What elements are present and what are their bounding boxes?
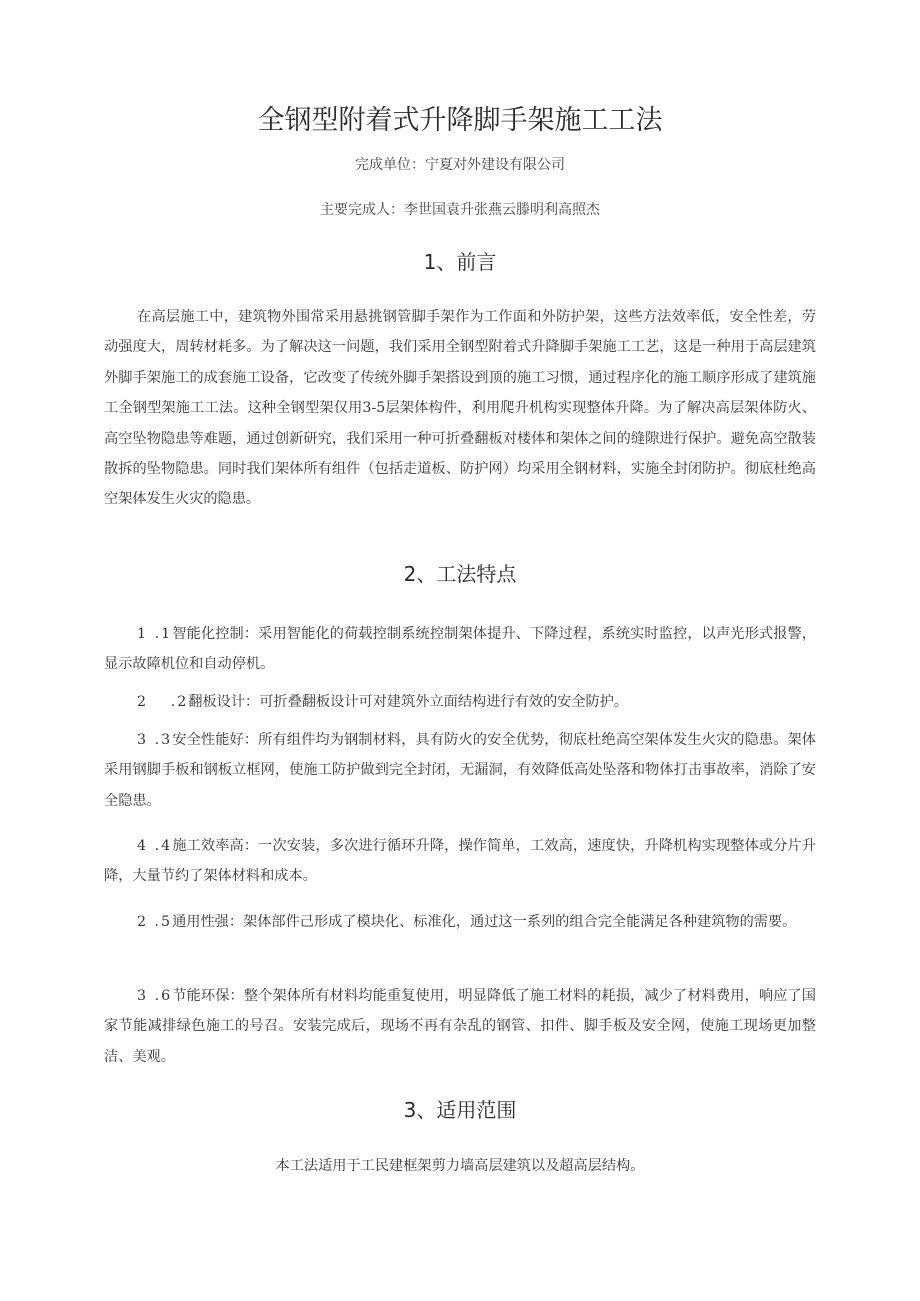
scope-paragraph: 本工法适用于工民建框架剪力墙高层建筑以及超高层结构。: [275, 1158, 645, 1174]
document-title: 全钢型附着式升降脚手架施工工法: [257, 105, 663, 136]
completion-unit: 完成单位：宁夏对外建设有限公司: [355, 157, 565, 173]
feature-number: 2 .5: [137, 914, 173, 930]
section-heading-scope: 3、适用范围: [403, 1098, 517, 1122]
feature-text: 智能化控制：采用智能化的荷载控制系统控制架体提升、下降过程，系统实时监控，以声光形式报警，显示故障机位和自动停机。: [104, 626, 816, 673]
feature-text: 施工效率高：一次安装，多次进行循环升降，操作简单，工效高，速度快，升降机构实现整体或分片升降，大量节约了架体材料和成本。: [104, 838, 816, 885]
feature-item: [104, 981, 816, 1072]
feature-text: 翻板设计：可折叠翻板设计可对建筑外立面结构进行有效的安全防护。: [188, 694, 629, 710]
feature-text: 通用性强：架体部件己形成了模块化、标准化，通过这一系列的组合完全能满足各种建筑物的需要。: [172, 914, 797, 930]
feature-text: 安全性能好：所有组件均为钢制材料，具有防火的安全优势，彻底杜绝高空架体发生火灾的隐患。架体采用钢脚手板和钢板立框网，使施工防护做到完全封闭，无漏洞，有效降低高处坠落和物体打击事故率，消除了安全隐患。: [104, 732, 816, 809]
feature-item: [104, 907, 816, 937]
feature-number: 3 .6: [137, 988, 173, 1004]
feature-text: 节能环保：整个架体所有材料均能重复使用，明显降低了施工材料的耗损，减少了材料费用，响应了国家节能减排绿色施工的号召。安装完成后，现场不再有杂乱的钢管、扣件、脚手板及安全网，使施工现场更加整洁、美观。: [104, 988, 816, 1065]
feature-item: [104, 725, 816, 816]
feature-number: 1 .1: [137, 626, 173, 642]
preface-paragraph: 在高层施工中，建筑物外围常采用悬挑钢管脚手架作为工作面和外防护架，这些方法效率低，安全性差，劳动强度大，周转材耗多。为了解决这一问题，我们采用全钢型附着式升降脚手架施工工艺，这是一种用于高层建筑外脚手架施工的成套施工设备，它改变了传统外脚手架搭设到顶的施工习惯，通过程序化的施工顺序形成了建筑施工全钢型架施工工法。这种全钢型架仅用3-5层架体构件，利用爬升机构实现整体升降。为了解决高层架体防火、高空坠物隐患等难题，通过创新研究，我们采用一种可折叠翻板对楼体和架体之间的缝隙进行保护。避免高空散装散拆的坠物隐患。同时我们架体所有组件（包括走道板、防护网）均采用全钢材料，实施全封闭防护。彻底杜绝高空架体发生火灾的隐患。: [104, 309, 816, 508]
section-heading-preface: 1、前言: [423, 250, 497, 274]
main-contributors: 主要完成人：李世国袁升张燕云滕明利高照杰: [320, 202, 600, 218]
feature-item: [104, 687, 816, 717]
feature-number: 4 .4: [137, 838, 173, 854]
feature-item: [104, 619, 816, 680]
section-heading-features: 2、工法特点: [403, 562, 517, 586]
feature-number: 3 .3: [137, 732, 173, 748]
feature-item: [104, 831, 816, 892]
feature-number: 2 .2: [137, 694, 189, 710]
